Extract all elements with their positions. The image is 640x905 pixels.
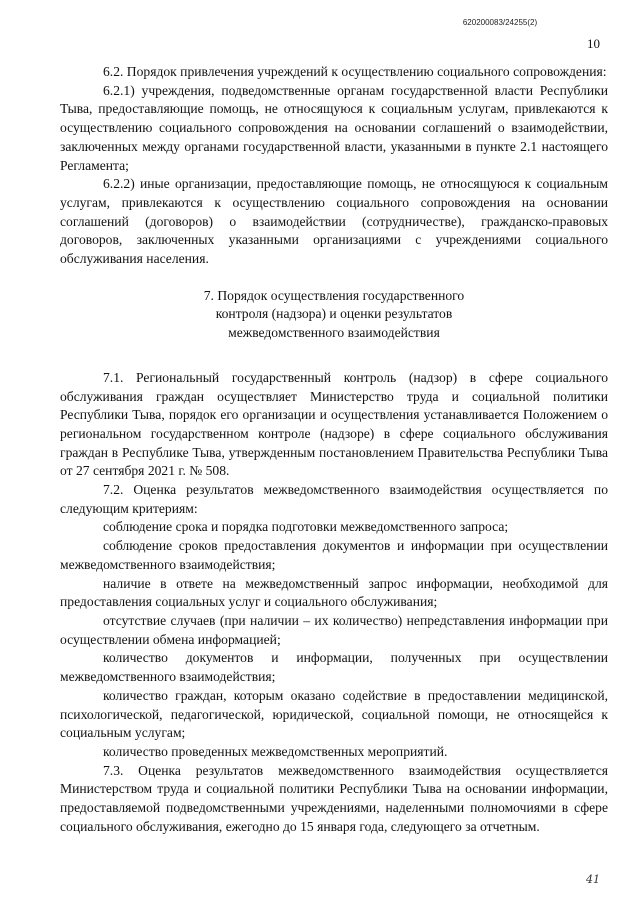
page-number: 10 — [587, 36, 600, 51]
paragraph-6-2: 6.2. Порядок привлечения учреждений к осуществлению социального сопровождения: — [103, 64, 607, 79]
criterion-item: количество граждан, которым оказано содействие в предоставлении медицинской, психологической, педагогической, юридической, социальной помощи, не относящейся к социальным услугам; — [60, 687, 608, 741]
paragraph-6-2-2: 6.2.2) иные организации, предоставляющие помощь, не относящуюся к социальным услугам, привлекаются к осуществлению социального сопровождения на основании соглашений (договоров) о взаимодействии (сотрудничестве), гражданско-правовых договоров, заключенных указанными организациями с учреждениями социального обслуживания населения. — [60, 176, 608, 267]
handwritten-page-mark: 41 — [586, 873, 600, 886]
section-7-heading — [60, 287, 608, 343]
paragraph-7-1: 7.1. Региональный государственный контроль (надзор) в сфере социального обслуживания граждан осуществляет Министерство труда и социальной политики Республики Тыва, порядок его организации и осуществления устанавливается Положением о региональном государственном контроле (надзоре) в сфере социального обслуживания граждан в Республике Тыва, утвержденным постановлением Правительства Республики Тыва от 27 сентября 2021 г. № 508. — [60, 369, 608, 479]
criterion-item: соблюдение сроков предоставления документов и информации при осуществлении межведомственного взаимодействия; — [60, 538, 608, 572]
criterion-item: отсутствие случаев (при наличии – их количество) непредставления информации при осуществлении обмена информацией; — [60, 612, 608, 647]
heading-line: межведомственного взаимодействия — [228, 325, 440, 341]
criterion-item: наличие в ответе на межведомственный запрос информации, необходимой для предоставления социальных услуг и социального обслуживания; — [60, 575, 608, 610]
criterion-item: количество документов и информации, полученных при осуществлении межведомственного взаимодействия; — [60, 650, 608, 685]
document-id: 620200083/24255(2) — [462, 18, 538, 27]
paragraph-6-2-1: 6.2.1) учреждения, подведомственные органам государственной власти Республики Тыва, предоставляющие помощь, не относящуюся к социальным услугам, привлекаются к осуществлению социального сопровождения на основании соглашений о взаимодействии, заключенных между органами государственной власти, указанными в пункте 2.1 настоящего Регламента; — [60, 82, 608, 173]
paragraph-7-3: 7.3. Оценка результатов межведомственного взаимодействия осуществляется Министерством труда и социальной политики Республики Тыва на основании информации, предоставляемой подведомственными учреждениями, наделенными полномочиями в сфере социального обслуживания, ежегодно до 15 января года, следующего за отчетным. — [60, 762, 608, 834]
criterion-item: количество проведенных межведомственных мероприятий. — [103, 743, 448, 759]
paragraph-7-2: 7.2. Оценка результатов межведомственного взаимодействия осуществляется по следующим критериям: — [60, 482, 608, 516]
heading-line: контроля (надзора) и оценки результатов — [215, 306, 453, 322]
heading-line: 7. Порядок осуществления государственного — [203, 287, 465, 303]
criterion-item: соблюдение срока и порядка подготовки межведомственного запроса; — [103, 519, 509, 535]
document-body — [60, 63, 608, 836]
